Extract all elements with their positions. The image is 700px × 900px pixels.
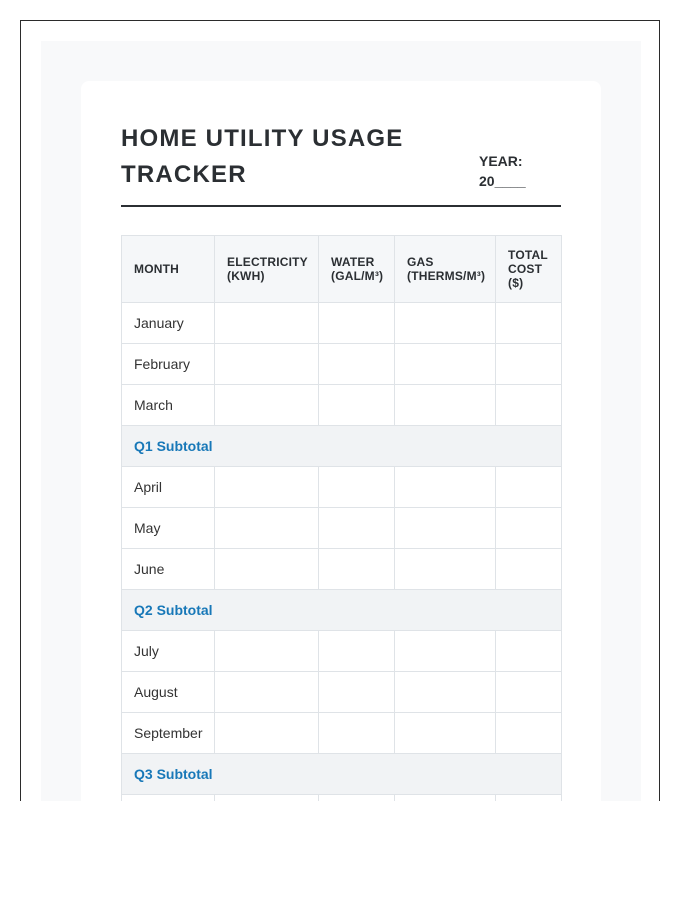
gas-cell[interactable] [395,467,496,508]
electricity-cell[interactable] [215,549,319,590]
electricity-cell[interactable] [215,631,319,672]
header-electricity: ELECTRICITY (KWH) [215,236,319,303]
table-row [122,549,562,590]
document-title: HOME UTILITY USAGE TRACKER [121,125,404,188]
month-cell: June [122,549,215,590]
header-gas: GAS (THERMS/M³) [395,236,496,303]
month-cell: January [122,303,215,344]
document-header [121,121,561,207]
electricity-cell[interactable] [215,795,319,802]
gas-cell[interactable] [395,631,496,672]
table-row [122,672,562,713]
month-cell: August [122,672,215,713]
water-cell[interactable] [319,795,395,802]
month-cell: September [122,713,215,754]
table-row [122,385,562,426]
gas-cell[interactable] [395,303,496,344]
table-row [122,467,562,508]
gas-cell[interactable] [395,344,496,385]
month-cell: February [122,344,215,385]
subtotal-label: Q3 Subtotal [122,754,562,795]
month-cell: May [122,508,215,549]
electricity-cell[interactable] [215,467,319,508]
year-field [479,151,526,191]
usage-table [121,235,562,801]
tracker-card [81,81,601,801]
water-cell[interactable] [319,672,395,713]
table-header-row [122,236,562,303]
total-cost-cell[interactable] [496,631,562,672]
month-cell: July [122,631,215,672]
total-cost-cell[interactable] [496,549,562,590]
month-cell: March [122,385,215,426]
subtotal-row [122,426,562,467]
header-month: MONTH [122,236,215,303]
table-row [122,508,562,549]
electricity-cell[interactable] [215,385,319,426]
gas-cell[interactable] [395,549,496,590]
total-cost-cell[interactable] [496,467,562,508]
total-cost-cell[interactable] [496,795,562,802]
total-cost-cell[interactable] [496,672,562,713]
total-cost-cell[interactable] [496,303,562,344]
table-row [122,713,562,754]
gas-cell[interactable] [395,508,496,549]
water-cell[interactable] [319,303,395,344]
year-label: YEAR: [479,153,523,169]
water-cell[interactable] [319,467,395,508]
water-cell[interactable] [319,713,395,754]
subtotal-label: Q1 Subtotal [122,426,562,467]
month-cell: April [122,467,215,508]
water-cell[interactable] [319,385,395,426]
electricity-cell[interactable] [215,344,319,385]
water-cell[interactable] [319,508,395,549]
subtotal-row [122,754,562,795]
document-frame [20,20,660,801]
electricity-cell[interactable] [215,303,319,344]
table-row [122,631,562,672]
total-cost-cell[interactable] [496,508,562,549]
year-value: 20____ [479,173,526,189]
subtotal-row [122,590,562,631]
table-row [122,344,562,385]
water-cell[interactable] [319,344,395,385]
header-total-cost: TOTAL COST ($) [496,236,562,303]
header-water: WATER (GAL/M³) [319,236,395,303]
total-cost-cell[interactable] [496,713,562,754]
table-row [122,303,562,344]
gas-cell[interactable] [395,385,496,426]
electricity-cell[interactable] [215,508,319,549]
electricity-cell[interactable] [215,672,319,713]
table-row [122,795,562,802]
gas-cell[interactable] [395,672,496,713]
total-cost-cell[interactable] [496,385,562,426]
gas-cell[interactable] [395,713,496,754]
subtotal-label: Q2 Subtotal [122,590,562,631]
electricity-cell[interactable] [215,713,319,754]
total-cost-cell[interactable] [496,344,562,385]
gas-cell[interactable] [395,795,496,802]
water-cell[interactable] [319,631,395,672]
month-cell [122,795,215,802]
table-body [122,303,562,802]
water-cell[interactable] [319,549,395,590]
page-backdrop [41,41,641,801]
